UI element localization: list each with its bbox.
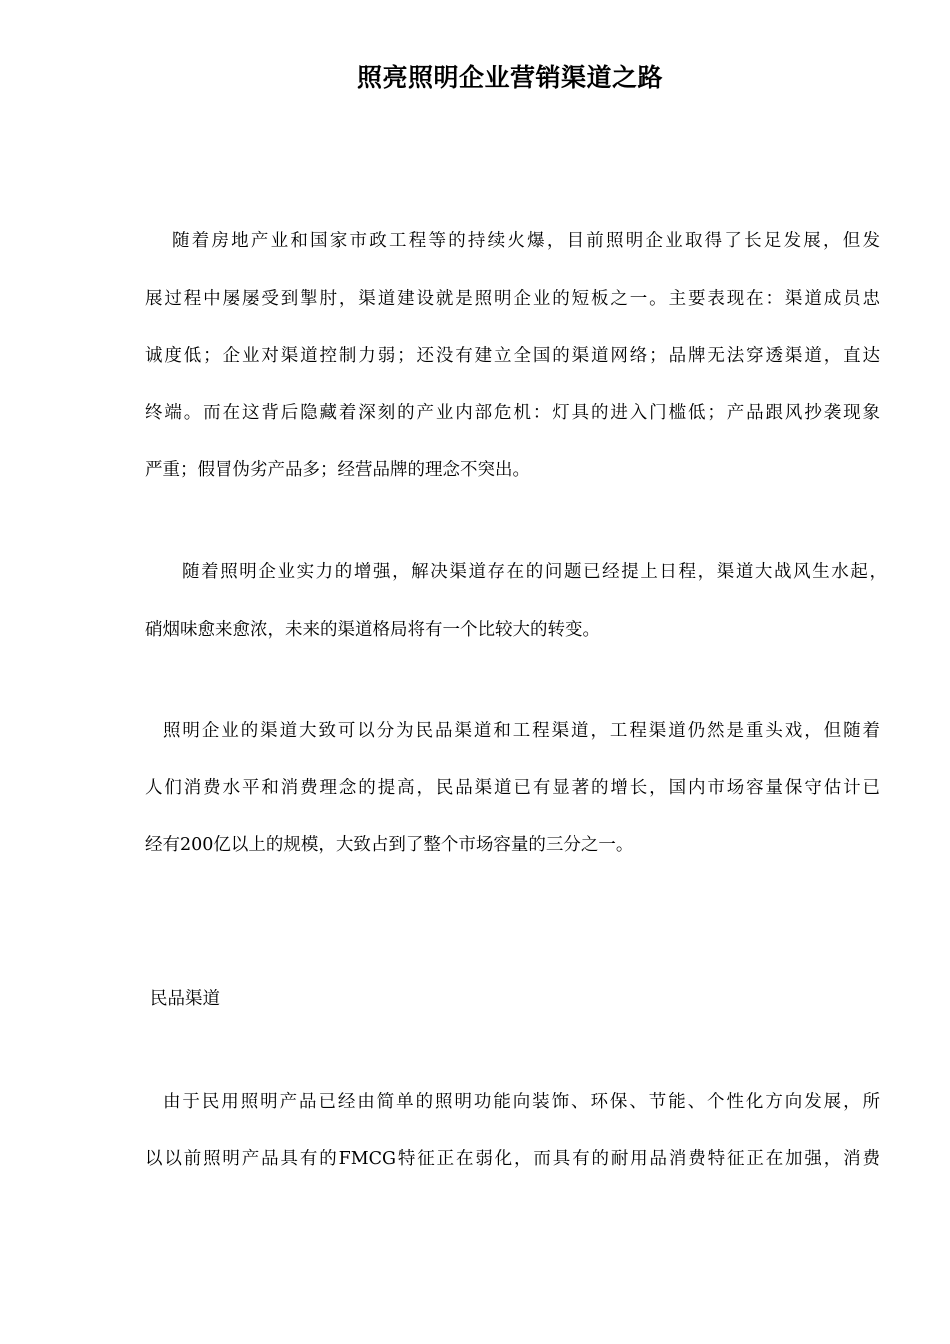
section-paragraph-line-2: 以以前照明产品具有的FMCG特征正在弱化，而具有的耐用品消费特征正在加强，消费 xyxy=(145,1149,880,1169)
paragraph-3-line-3: 经有200亿以上的规模，大致占到了整个市场容量的三分之一。 xyxy=(145,835,634,855)
paragraph-1-line-2: 展过程中屡屡受到掣肘，渠道建设就是照明企业的短板之一。主要表现在：渠道成员忠 xyxy=(145,289,880,309)
section-paragraph-line-1: 由于民用照明产品已经由简单的照明功能向装饰、环保、节能、个性化方向发展，所 xyxy=(163,1092,880,1112)
paragraph-2-line-1: 随着照明企业实力的增强，解决渠道存在的问题已经提上日程，渠道大战风生水起， xyxy=(182,562,887,582)
paragraph-1-line-3: 诚度低；企业对渠道控制力弱；还没有建立全国的渠道网络；品牌无法穿透渠道，直达 xyxy=(145,346,880,366)
section-heading: 民品渠道 xyxy=(150,989,220,1009)
paragraph-3-line-2: 人们消费水平和消费理念的提高，民品渠道已有显著的增长，国内市场容量保守估计已 xyxy=(145,778,880,798)
paragraph-1-line-1: 随着房地产业和国家市政工程等的持续火爆，目前照明企业取得了长足发展，但发 xyxy=(172,231,880,251)
document-title: 照亮照明企业营销渠道之路 xyxy=(356,63,663,92)
paragraph-2-line-2: 硝烟味愈来愈浓，未来的渠道格局将有一个比较大的转变。 xyxy=(145,620,600,640)
paragraph-1-line-5: 严重；假冒伪劣产品多；经营品牌的理念不突出。 xyxy=(145,460,530,480)
paragraph-3-line-1: 照明企业的渠道大致可以分为民品渠道和工程渠道，工程渠道仍然是重头戏，但随着 xyxy=(163,721,880,741)
paragraph-1-line-4: 终端。而在这背后隐藏着深刻的产业内部危机：灯具的进入门槛低；产品跟风抄袭现象 xyxy=(145,403,880,423)
